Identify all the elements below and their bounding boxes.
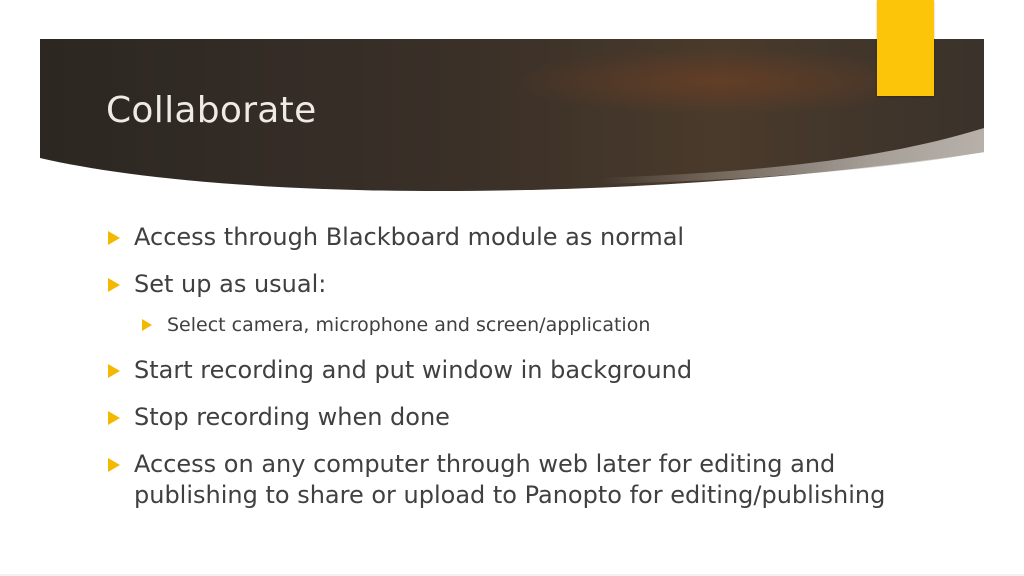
bullet-item [106,449,946,511]
accent-tab [877,0,934,96]
triangle-bullet-icon [108,278,120,292]
triangle-bullet-icon [142,319,152,331]
bullet-list [106,222,946,527]
sub-bullet-item [106,312,946,339]
bullet-text: Stop recording when done [134,403,450,431]
bullet-text: Set up as usual: [134,270,327,298]
bullet-item [106,402,946,433]
bullet-text: Access on any computer through web later for editing and publishing to share or upload to Panopto for editing/publishing [134,450,886,509]
sub-bullet-text: Select camera, microphone and screen/application [167,314,651,336]
triangle-bullet-icon [108,364,120,378]
triangle-bullet-icon [108,458,120,472]
bullet-text: Access through Blackboard module as normal [134,223,685,251]
triangle-bullet-icon [108,231,120,245]
bullet-text: Start recording and put window in background [134,356,693,384]
bullet-item [106,222,946,253]
triangle-bullet-icon [108,411,120,425]
slide-title: Collaborate [106,90,317,131]
bullet-item [106,269,946,300]
bullet-item [106,355,946,386]
